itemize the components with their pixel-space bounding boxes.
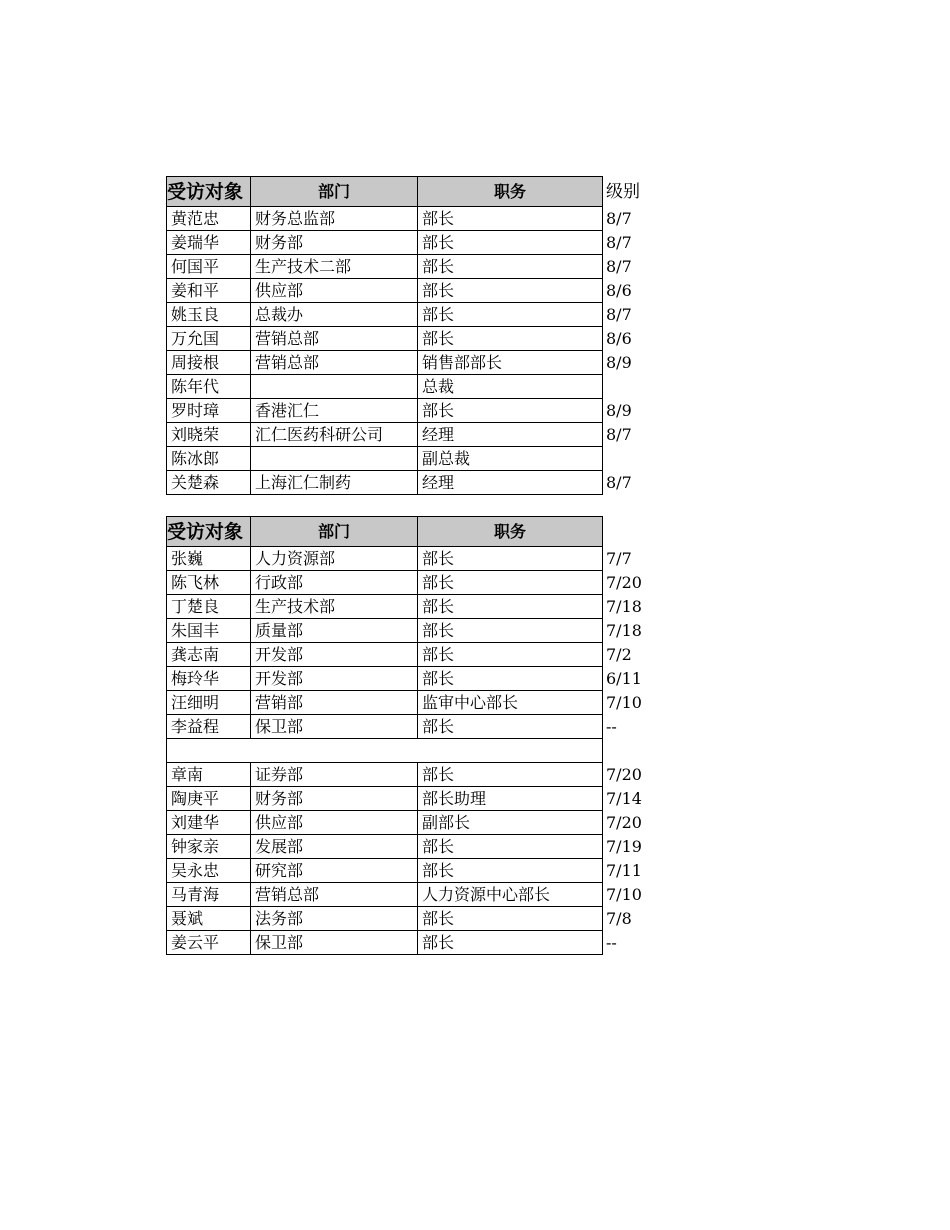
cell-department[interactable]: 供应部	[251, 811, 418, 835]
cell-position[interactable]: 部长	[418, 931, 603, 955]
cell-department[interactable]: 开发部	[251, 667, 418, 691]
cell-department[interactable]: 质量部	[251, 619, 418, 643]
cell-name[interactable]: 朱国丰	[167, 619, 251, 643]
cell-department[interactable]	[251, 375, 418, 399]
table-row	[167, 619, 663, 643]
cell-name[interactable]: 陶庚平	[167, 787, 251, 811]
cell-name[interactable]: 周接根	[167, 351, 251, 375]
cell-position[interactable]: 副部长	[418, 811, 603, 835]
table-row	[167, 255, 663, 279]
table-row	[167, 859, 663, 883]
cell-level[interactable]: 7/20	[606, 572, 642, 592]
table-row	[167, 231, 663, 255]
cell-level[interactable]: 8/6	[606, 280, 632, 300]
cell-level[interactable]	[603, 447, 663, 471]
cell-name[interactable]: 梅玲华	[167, 667, 251, 691]
cell-position[interactable]: 监审中心部长	[418, 691, 603, 715]
cell-department[interactable]: 行政部	[251, 571, 418, 595]
table-row	[167, 691, 663, 715]
cell-department[interactable]: 发展部	[251, 835, 418, 859]
cell-level[interactable]: 7/7	[606, 548, 632, 568]
header-interviewee[interactable]: 受访对象	[167, 177, 251, 207]
cell-name[interactable]: 黄范忠	[167, 207, 251, 231]
empty-cell	[251, 495, 418, 517]
cell-department[interactable]: 财务部	[251, 231, 418, 255]
cell-name[interactable]: 钟家亲	[167, 835, 251, 859]
table-row	[167, 423, 663, 447]
cell-level[interactable]: 6/11	[606, 668, 642, 688]
cell-level[interactable]: 7/11	[606, 860, 642, 880]
cell-level[interactable]: --	[606, 932, 617, 952]
cell-department[interactable]	[251, 447, 418, 471]
table-row	[167, 447, 663, 471]
cell-name[interactable]: 万允国	[167, 327, 251, 351]
cell-name[interactable]: 姚玉良	[167, 303, 251, 327]
cell-level[interactable]: 8/7	[606, 304, 632, 324]
cell-department[interactable]: 供应部	[251, 279, 418, 303]
table-row	[167, 643, 663, 667]
cell-department[interactable]: 营销部	[251, 691, 418, 715]
cell-position[interactable]: 部长助理	[418, 787, 603, 811]
cell-name[interactable]: 吴永忠	[167, 859, 251, 883]
cell-position[interactable]: 经理	[418, 423, 603, 447]
empty-cell	[167, 495, 251, 517]
cell-department[interactable]: 汇仁医药科研公司	[251, 423, 418, 447]
cell-name[interactable]: 关楚森	[167, 471, 251, 495]
table-row	[167, 279, 663, 303]
empty-cell[interactable]	[167, 739, 603, 763]
cell-name[interactable]: 刘建华	[167, 811, 251, 835]
cell-position[interactable]: 部长	[418, 255, 603, 279]
cell-level[interactable]: 7/18	[606, 620, 642, 640]
empty-cell	[418, 495, 603, 517]
cell-position[interactable]: 部长	[418, 619, 603, 643]
cell-name[interactable]: 张巍	[167, 547, 251, 571]
cell-level[interactable]: 8/7	[606, 256, 632, 276]
table-row	[167, 471, 663, 495]
cell-position[interactable]: 部长	[418, 327, 603, 351]
cell-department[interactable]: 法务部	[251, 907, 418, 931]
cell-position[interactable]: 经理	[418, 471, 603, 495]
cell-name[interactable]: 姜瑞华	[167, 231, 251, 255]
table-row	[167, 883, 663, 907]
interviewee-table	[166, 176, 663, 955]
cell-position[interactable]: 部长	[418, 763, 603, 787]
cell-name[interactable]: 陈年代	[167, 375, 251, 399]
cell-department[interactable]: 营销总部	[251, 883, 418, 907]
table-row	[167, 907, 663, 931]
table-row	[167, 787, 663, 811]
cell-position[interactable]: 部长	[418, 907, 603, 931]
cell-position[interactable]: 部长	[418, 231, 603, 255]
table-row	[167, 399, 663, 423]
cell-level[interactable]: 7/18	[606, 596, 642, 616]
empty-cell	[603, 495, 663, 517]
cell-department[interactable]: 上海汇仁制药	[251, 471, 418, 495]
empty-cell[interactable]	[603, 739, 663, 763]
cell-name[interactable]: 马青海	[167, 883, 251, 907]
cell-position[interactable]: 部长	[418, 643, 603, 667]
cell-department[interactable]: 证券部	[251, 763, 418, 787]
cell-department[interactable]: 营销总部	[251, 351, 418, 375]
cell-name[interactable]: 陈冰郎	[167, 447, 251, 471]
cell-department[interactable]: 总裁办	[251, 303, 418, 327]
table-row	[167, 835, 663, 859]
cell-name[interactable]: 罗时璋	[167, 399, 251, 423]
cell-position[interactable]: 部长	[418, 547, 603, 571]
cell-level[interactable]	[603, 375, 663, 399]
table-row	[167, 207, 663, 231]
cell-department[interactable]: 财务部	[251, 787, 418, 811]
spreadsheet	[166, 176, 663, 955]
header-row	[167, 177, 663, 207]
cell-name[interactable]: 姜云平	[167, 931, 251, 955]
table-row	[167, 547, 663, 571]
cell-level[interactable]: 7/20	[606, 812, 642, 832]
cell-level[interactable]: 8/7	[606, 232, 632, 252]
header-department[interactable]: 部门	[251, 177, 418, 207]
cell-level[interactable]: --	[606, 716, 617, 736]
spacer-row	[167, 495, 663, 517]
cell-level[interactable]: 7/2	[606, 644, 632, 664]
table-row	[167, 715, 663, 739]
cell-position[interactable]: 副总裁	[418, 447, 603, 471]
table-row	[167, 303, 663, 327]
header-position[interactable]: 职务	[418, 177, 603, 207]
cell-name[interactable]: 姜和平	[167, 279, 251, 303]
cell-department[interactable]: 研究部	[251, 859, 418, 883]
cell-department[interactable]: 保卫部	[251, 715, 418, 739]
blank-row	[167, 739, 663, 763]
cell-department[interactable]: 香港汇仁	[251, 399, 418, 423]
cell-position[interactable]: 部长	[418, 595, 603, 619]
cell-position[interactable]: 部长	[418, 715, 603, 739]
cell-level[interactable]: 7/14	[606, 788, 642, 808]
cell-position[interactable]: 人力资源中心部长	[418, 883, 603, 907]
header-level[interactable]	[603, 517, 663, 547]
cell-department[interactable]: 保卫部	[251, 931, 418, 955]
cell-level[interactable]: 8/7	[606, 472, 632, 492]
cell-name[interactable]: 刘晓荣	[167, 423, 251, 447]
cell-department[interactable]: 人力资源部	[251, 547, 418, 571]
header-position[interactable]: 职务	[418, 517, 603, 547]
header-row	[167, 517, 663, 547]
cell-position[interactable]: 部长	[418, 303, 603, 327]
cell-department[interactable]: 开发部	[251, 643, 418, 667]
cell-name[interactable]: 龚志南	[167, 643, 251, 667]
cell-level[interactable]: 7/19	[606, 836, 642, 856]
cell-name[interactable]: 章南	[167, 763, 251, 787]
cell-name[interactable]: 陈飞林	[167, 571, 251, 595]
table-row	[167, 811, 663, 835]
header-level[interactable]: 级别	[606, 181, 640, 202]
cell-department[interactable]: 生产技术二部	[251, 255, 418, 279]
cell-level[interactable]: 8/7	[606, 424, 632, 444]
cell-level[interactable]: 8/6	[606, 328, 632, 348]
cell-department[interactable]: 财务总监部	[251, 207, 418, 231]
cell-name[interactable]: 李益程	[167, 715, 251, 739]
cell-position[interactable]: 部长	[418, 571, 603, 595]
cell-position[interactable]: 部长	[418, 207, 603, 231]
header-interviewee[interactable]: 受访对象	[167, 517, 251, 547]
cell-position[interactable]: 部长	[418, 835, 603, 859]
cell-position[interactable]: 部长	[418, 399, 603, 423]
table-row	[167, 667, 663, 691]
cell-level[interactable]: 8/9	[606, 352, 632, 372]
table-row	[167, 375, 663, 399]
cell-level[interactable]: 7/20	[606, 764, 642, 784]
table-row	[167, 571, 663, 595]
cell-level[interactable]: 7/10	[606, 692, 642, 712]
table-row	[167, 351, 663, 375]
cell-position[interactable]: 总裁	[418, 375, 603, 399]
cell-department[interactable]: 营销总部	[251, 327, 418, 351]
cell-level[interactable]: 8/9	[606, 400, 632, 420]
cell-position[interactable]: 部长	[418, 859, 603, 883]
header-department[interactable]: 部门	[251, 517, 418, 547]
cell-position[interactable]: 销售部部长	[418, 351, 603, 375]
cell-position[interactable]: 部长	[418, 667, 603, 691]
table-row	[167, 327, 663, 351]
cell-level[interactable]: 7/8	[606, 908, 632, 928]
cell-name[interactable]: 汪细明	[167, 691, 251, 715]
cell-name[interactable]: 何国平	[167, 255, 251, 279]
cell-name[interactable]: 丁楚良	[167, 595, 251, 619]
cell-level[interactable]: 7/10	[606, 884, 642, 904]
table-row	[167, 763, 663, 787]
cell-position[interactable]: 部长	[418, 279, 603, 303]
cell-department[interactable]: 生产技术部	[251, 595, 418, 619]
table-row	[167, 595, 663, 619]
table-row	[167, 931, 663, 955]
cell-name[interactable]: 聂斌	[167, 907, 251, 931]
cell-level[interactable]: 8/7	[606, 208, 632, 228]
